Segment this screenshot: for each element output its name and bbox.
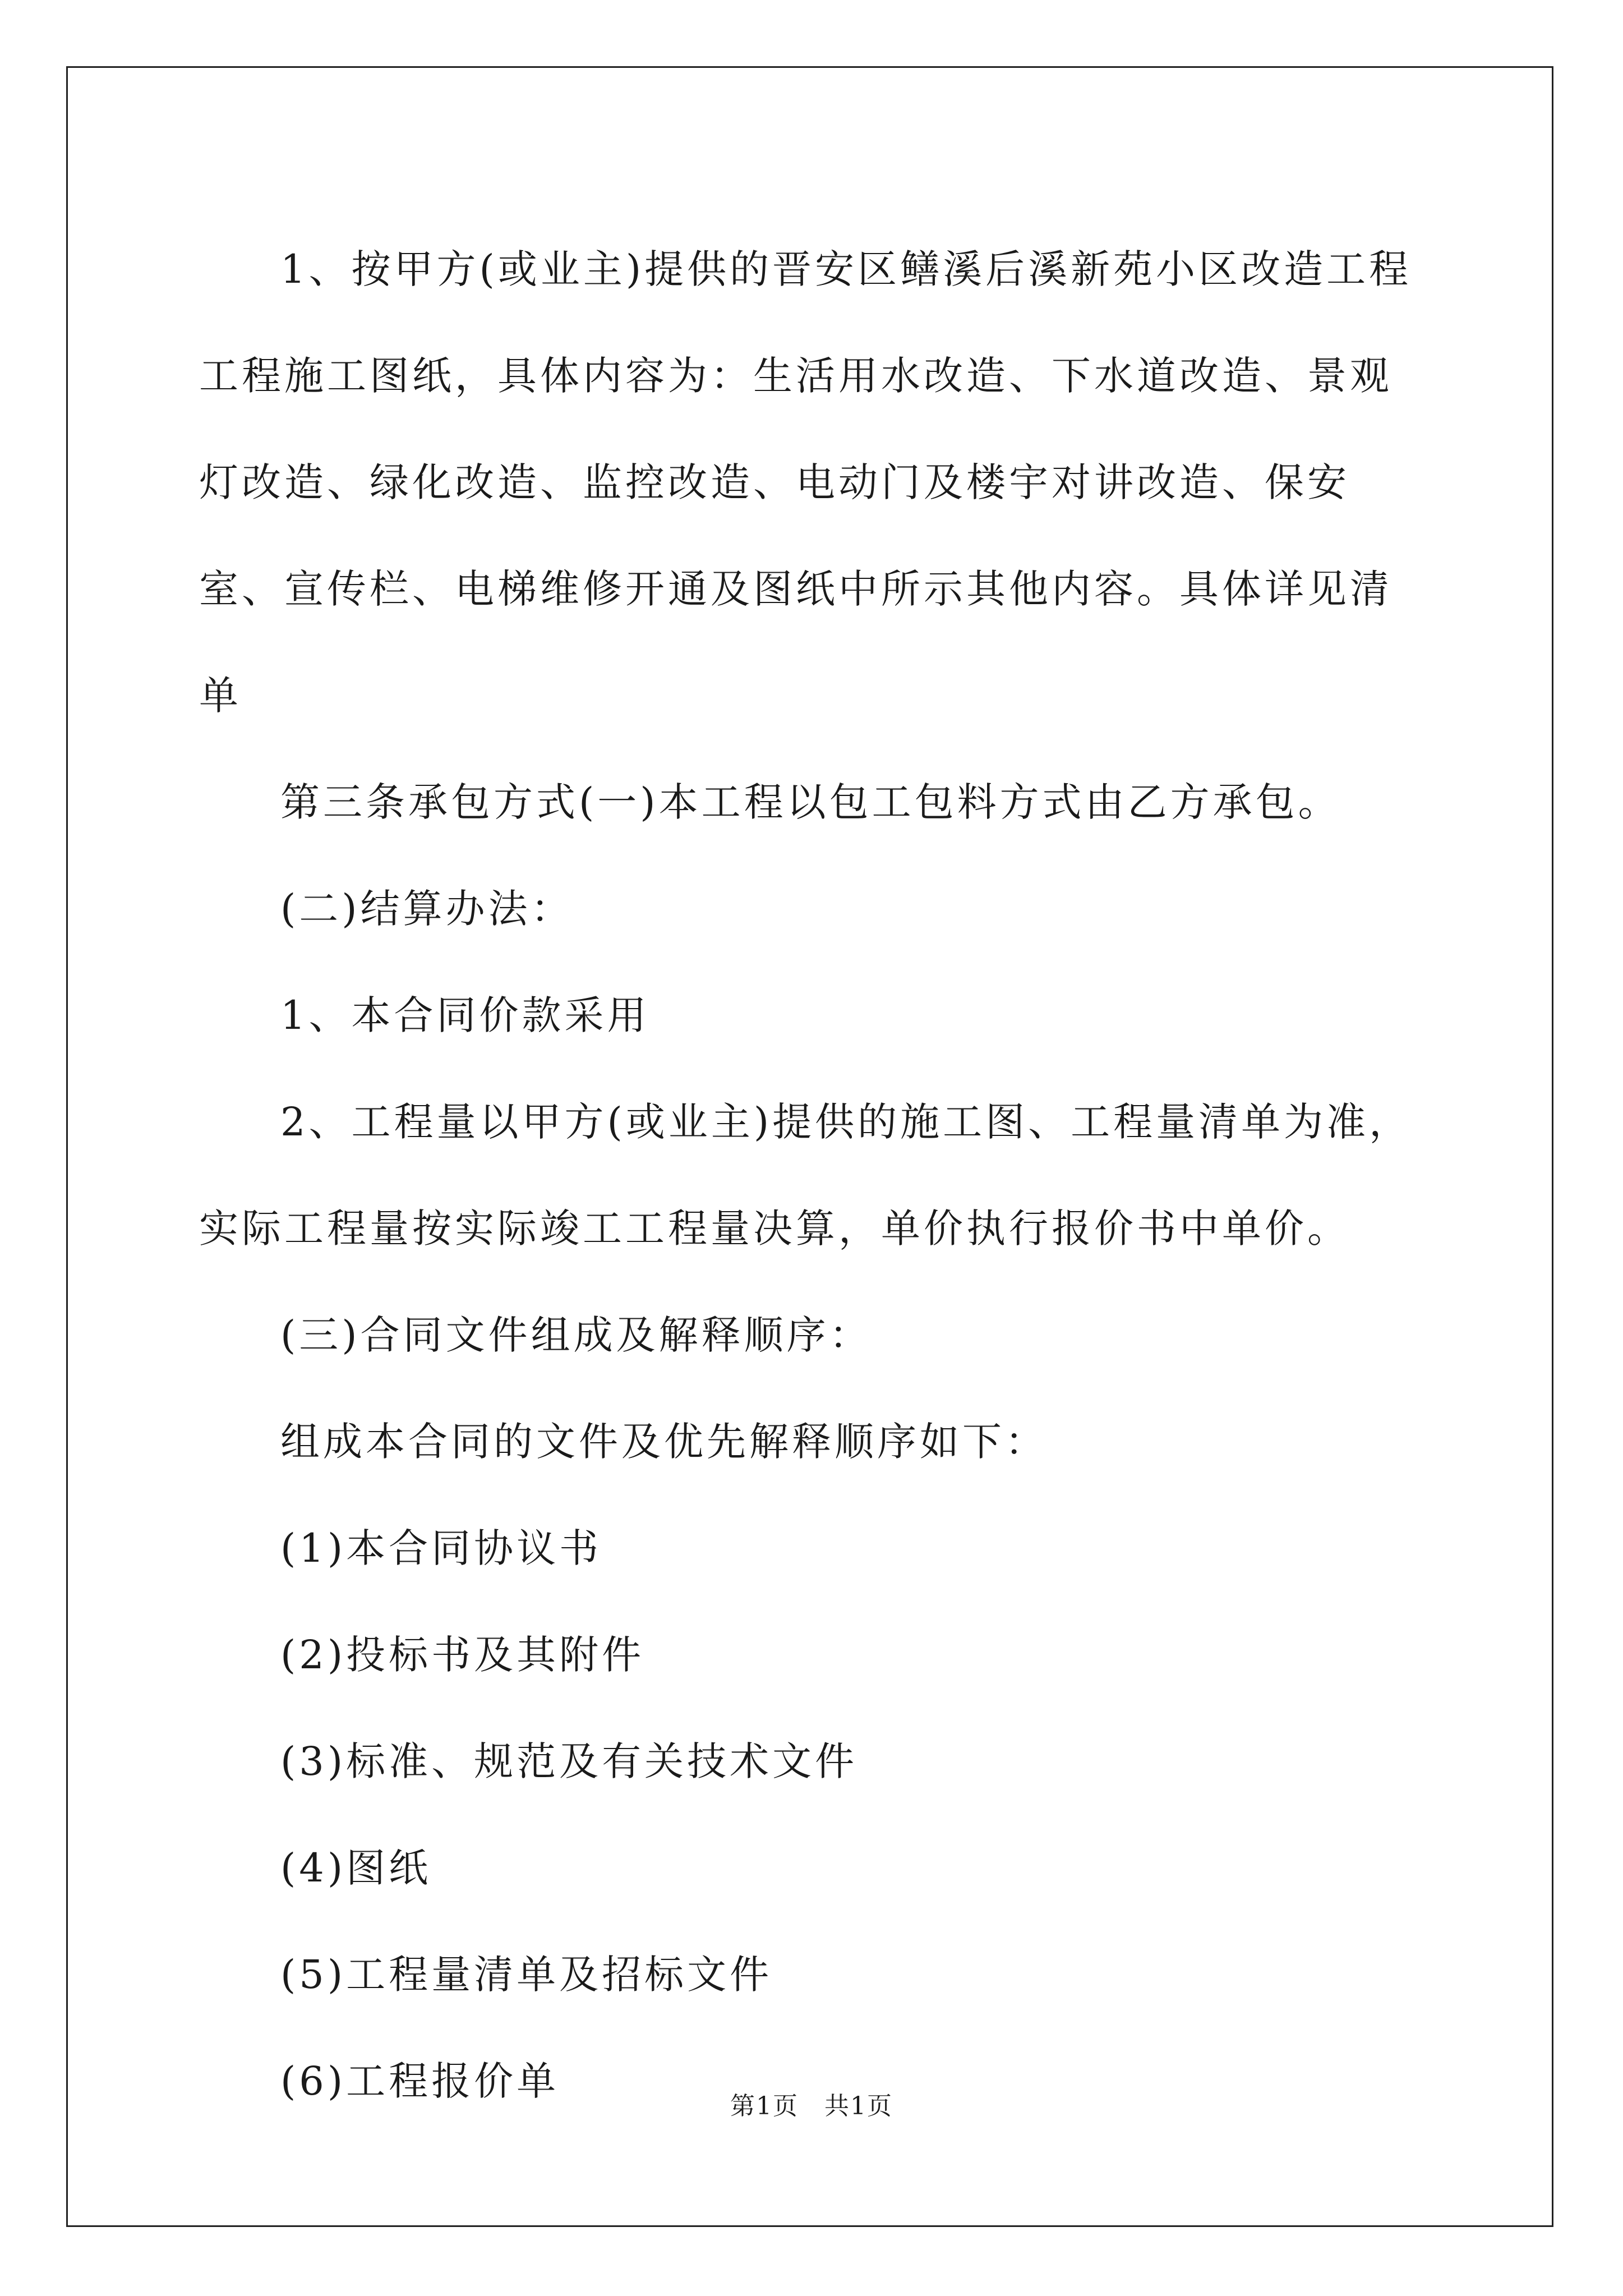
list-item-drawings: (4)图纸 (280, 1845, 432, 1891)
page-footer: 第1页 共1页 (730, 2092, 893, 2120)
paragraph-contract-method: 第三条承包方式(一)本工程以包工包料方式由乙方承包。 (280, 779, 1341, 825)
list-item-agreement: (1)本合同协议书 (280, 1525, 602, 1571)
paragraph-price-method: 1、本合同价款采用 (280, 992, 650, 1038)
list-item-standards: (3)标准、规范及有关技术文件 (280, 1738, 858, 1784)
paragraph-scope: 1、按甲方(或业主)提供的晋安区鳝溪后溪新苑小区改造工程工程施工图纸，具体内容为：生活用水改造、下水道改造、景观灯改造、绿化改造、监控改造、电动门及楼宇对讲改造、保安室、宣传栏、电梯维修开通及图纸中所示其他内容。具体详见清单 (199, 246, 1412, 719)
list-item-tender: (2)投标书及其附件 (280, 1632, 645, 1678)
list-item-bill-of-quantities: (5)工程量清单及招标文件 (280, 1952, 773, 1998)
paragraph-quantity-basis: 2、工程量以甲方(或业主)提供的施工图、工程量清单为准，实际工程量按实际竣工工程量决算，单价执行报价书中单价。 (199, 1099, 1412, 1251)
paragraph-documents-intro: 组成本合同的文件及优先解释顺序如下： (280, 1419, 1048, 1465)
document-body (199, 216, 1427, 2134)
paragraph-settlement-heading: (二)结算办法： (280, 886, 574, 932)
list-item-quotation: (6)工程报价单 (280, 2058, 560, 2104)
paragraph-documents-heading: (三)合同文件组成及解释顺序： (280, 1312, 872, 1358)
